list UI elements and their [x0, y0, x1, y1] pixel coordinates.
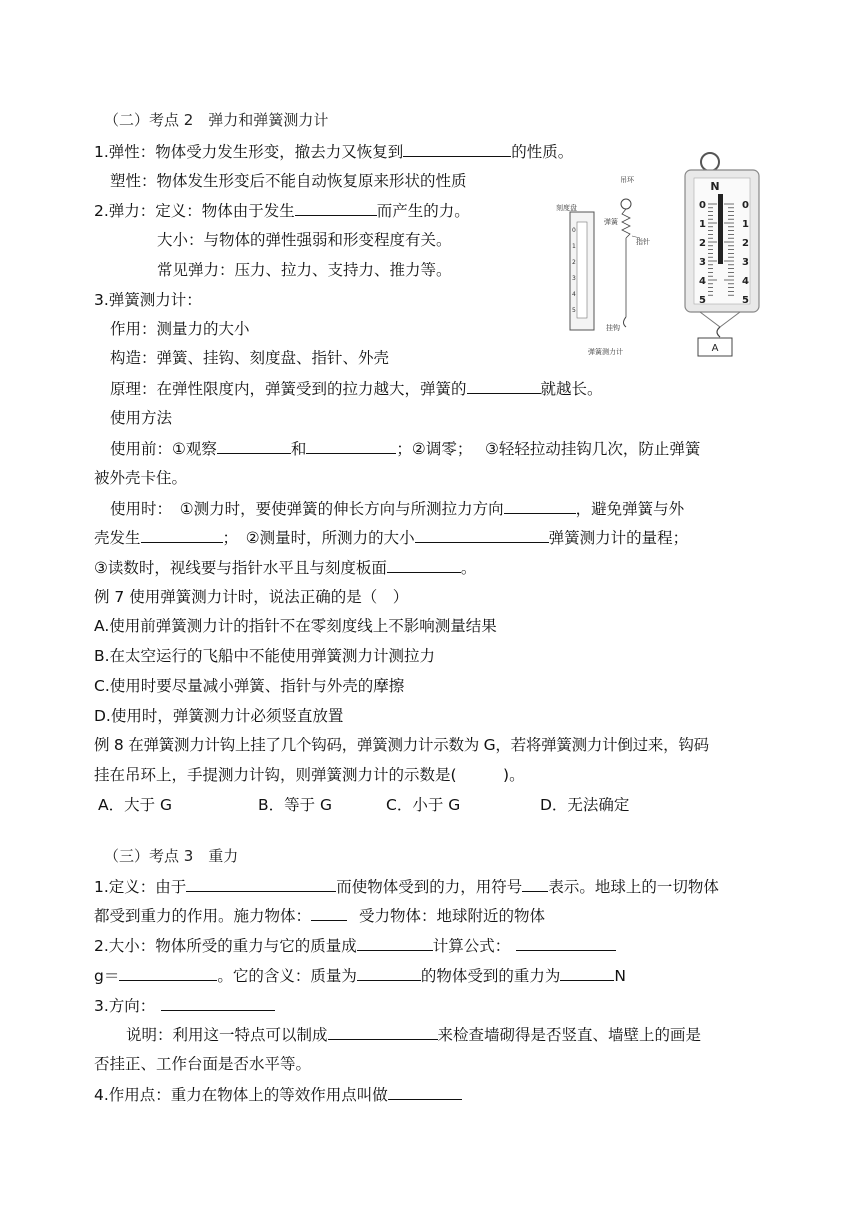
answer-blank	[388, 1084, 462, 1100]
text: ； ②测量时，所测力的大小	[222, 529, 415, 547]
example8-option-a: A．大于 G	[98, 796, 173, 814]
label-pointer: 指针	[636, 238, 650, 246]
text: 1.弹性：物体受力发生形变，撤去力又恢复到	[94, 143, 404, 161]
text: 表示。地球上的一切物体	[548, 878, 719, 896]
answer-blank	[161, 995, 275, 1011]
scale-digit-right: 4	[742, 276, 749, 287]
reading-line	[94, 557, 476, 578]
center-of-gravity-line	[94, 1084, 462, 1105]
text: N	[614, 967, 626, 985]
text: 弹簧测力计的量程；	[548, 529, 689, 547]
hook-icon	[624, 317, 627, 327]
during-use-line	[110, 498, 684, 519]
answer-blank	[357, 965, 421, 981]
note-line	[126, 1024, 701, 1045]
text: 1.定义：由于	[94, 878, 187, 896]
answer-blank	[311, 905, 347, 921]
scale-digit-right: 1	[742, 219, 749, 230]
unit-label: N	[710, 180, 720, 193]
scale-pointer-bar	[718, 194, 723, 264]
text: 说明：利用这一特点可以制成	[126, 1026, 328, 1044]
label-spring: 弹簧	[604, 218, 618, 226]
gravity-definition-line	[94, 876, 719, 897]
answer-blank	[186, 876, 336, 892]
text: 3.方向：	[94, 997, 156, 1015]
answer-blank	[217, 438, 291, 454]
text: 受力物体：地球附近的物体	[359, 907, 546, 925]
example8-option-d: D．无法确定	[540, 796, 630, 814]
g-value-line	[94, 965, 626, 986]
method-heading: 使用方法	[110, 409, 173, 427]
text: g＝	[94, 967, 120, 985]
during-use-line-2	[94, 527, 688, 548]
before-use-line	[110, 438, 700, 459]
dial-digit: 3	[572, 275, 576, 282]
elastic-force-line	[94, 200, 470, 221]
common-forces-line: 常见弹力：压力、拉力、支持力、推力等。	[157, 261, 452, 279]
example8-option-c: C．小于 G	[386, 796, 461, 814]
meter-principle-line	[110, 378, 603, 399]
answer-blank	[516, 935, 616, 951]
example8-option-b: B．等于 G	[258, 796, 333, 814]
text: 4.作用点：重力在物体上的等效作用点叫做	[94, 1086, 388, 1104]
answer-blank	[306, 438, 396, 454]
dial-digit: 4	[572, 291, 576, 298]
label-caption: 弹簧测力计	[588, 348, 623, 356]
dial-plate	[577, 222, 587, 318]
scale-digit-left: 1	[699, 219, 706, 230]
scale-digit-right: 5	[742, 295, 749, 306]
before-use-line-2: 被外壳卡住。	[94, 469, 188, 487]
text: 而产生的力。	[376, 202, 470, 220]
answer-blank	[328, 1024, 438, 1040]
text: 2.弹力：定义：物体由于发生	[94, 202, 295, 220]
example7-option-a: A.使用前弹簧测力计的指针不在零刻度线上不影响测量结果	[94, 617, 497, 635]
text: 原理：在弹性限度内，弹簧受到的拉力越大，弹簧的	[110, 380, 467, 398]
answer-blank	[357, 935, 433, 951]
dial-digit: 1	[572, 243, 576, 250]
dial-digit: 5	[572, 307, 576, 314]
scale-digit-left: 2	[699, 238, 706, 249]
spring-scale-figure	[548, 152, 768, 362]
gravity-size-line	[94, 935, 616, 956]
label-ring: 吊环	[620, 176, 634, 184]
meter-use-line: 作用：测量力的大小	[110, 320, 250, 338]
scale-digit-right: 0	[742, 200, 749, 211]
text: 壳发生	[94, 529, 141, 547]
scale-digit-left: 3	[699, 257, 706, 268]
meter-structure-line: 构造：弹簧、挂钩、刻度盘、指针、外壳	[110, 349, 390, 367]
force-size-line: 大小：与物体的弹性强弱和形变程度有关。	[157, 231, 452, 249]
text: ，避免弹簧与外	[575, 500, 685, 518]
scale-digit-left: 5	[699, 295, 706, 306]
answer-blank	[415, 527, 549, 543]
text: ③读数时，视线要与指针水平且与刻度板面	[94, 559, 387, 577]
dial-digit: 0	[572, 227, 576, 234]
text: 和	[290, 440, 307, 458]
answer-blank	[467, 378, 541, 394]
example7-question: 例 7 使用弹簧测力计时，说法正确的是（ ）	[94, 588, 409, 606]
top-ring-icon	[701, 153, 719, 171]
answer-blank	[403, 141, 511, 157]
spring-scale-diagram	[548, 152, 768, 362]
answer-blank	[522, 876, 548, 892]
example7-option-b: B.在太空运行的飞船中不能使用弹簧测力计测拉力	[94, 647, 436, 665]
scale-digit-left: 0	[699, 200, 706, 211]
text: 的物体受到的重力为	[420, 967, 561, 985]
text: 使用前：①观察	[110, 440, 217, 458]
answer-blank	[141, 527, 223, 543]
answer-blank	[387, 557, 461, 573]
example7-option-d: D.使用时，弹簧测力计必须竖直放置	[94, 707, 344, 725]
labeled-spring-scale	[556, 175, 650, 356]
meter-title: 3.弹簧测力计：	[94, 291, 202, 309]
newton-spring-scale	[685, 153, 759, 356]
note-line-2: 否挂正、工作台面是否水平等。	[94, 1055, 312, 1073]
text: 计算公式：	[432, 937, 511, 955]
ring-icon	[621, 199, 631, 209]
plasticity-line: 塑性：物体发生形变后不能自动恢复原来形状的性质	[110, 172, 467, 190]
text: 来检查墙砌得是否竖直、墙壁上的画是	[437, 1026, 702, 1044]
label-hook: 挂钩	[606, 324, 620, 332]
text: 就越长。	[540, 380, 603, 398]
text: 使用时： ①测力时，要使弹簧的伸长方向与所测拉力方向	[110, 500, 504, 518]
spring-coil	[622, 209, 630, 238]
bottom-cone	[700, 312, 740, 327]
scale-digit-left: 4	[699, 276, 706, 287]
scale-digit-right: 2	[742, 238, 749, 249]
text: ；②调零； ③轻轻拉动挂钩几次，防止弹簧	[396, 440, 701, 458]
elasticity-line	[94, 141, 573, 162]
text: 。它的含义：质量为	[217, 967, 357, 985]
answer-blank	[504, 498, 576, 514]
example8-question: 例 8 在弹簧测力计钩上挂了几个钩码，弹簧测力计示数为 G，若将弹簧测力计倒过来，钩码	[94, 736, 709, 754]
dial-digit: 2	[572, 259, 576, 266]
example8-question-2: 挂在吊环上，手提测力计钩，则弹簧测力计的示数是( )。	[94, 766, 525, 784]
section2-heading: （二）考点 2 弹力和弹簧测力计	[104, 111, 329, 129]
scale-digit-right: 3	[742, 257, 749, 268]
answer-blank	[560, 965, 614, 981]
bottom-hook-icon	[717, 327, 720, 337]
gravity-direction-line	[94, 995, 275, 1016]
text: 的性质。	[511, 143, 574, 161]
section3-heading: （三）考点 3 重力	[104, 847, 239, 865]
gravity-definition-line-2	[94, 905, 545, 926]
text: 2.大小：物体所受的重力与它的质量成	[94, 937, 357, 955]
answer-blank	[295, 200, 377, 216]
text: 而使物体受到的力，用符号	[336, 878, 523, 896]
answer-blank	[119, 965, 217, 981]
label-dial: 刻度盘	[556, 204, 577, 212]
example7-option-c: C.使用时要尽量减小弹簧、指针与外壳的摩擦	[94, 677, 405, 695]
text: 。	[460, 559, 477, 577]
text: 都受到重力的作用。施力物体：	[94, 907, 312, 925]
weight-label: A	[711, 343, 719, 354]
